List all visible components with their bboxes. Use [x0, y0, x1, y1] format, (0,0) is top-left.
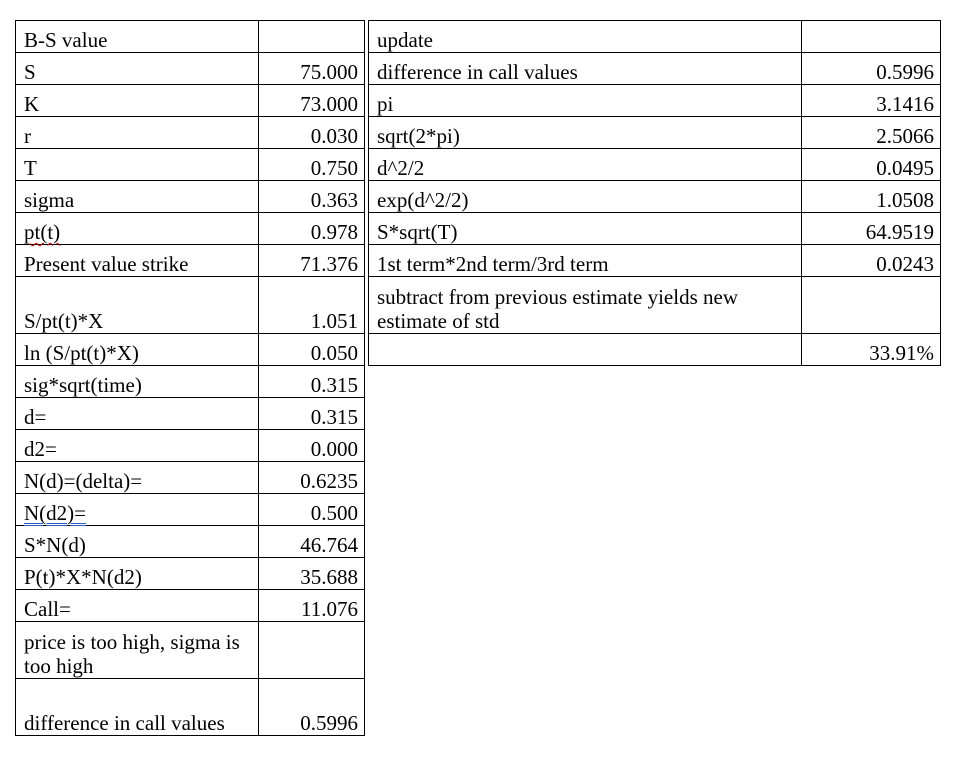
- row-label: price is too high, sigma is too high: [16, 622, 259, 679]
- bs-value-table: [15, 20, 365, 736]
- row-value: [259, 21, 365, 53]
- row-value: [802, 277, 941, 334]
- table-row: [16, 558, 365, 590]
- row-value: 46.764: [259, 526, 365, 558]
- update-table: [368, 20, 941, 366]
- table-row: [16, 679, 365, 736]
- table-row: [16, 430, 365, 462]
- row-label: T: [16, 149, 259, 181]
- row-value: 0.315: [259, 366, 365, 398]
- row-value: 0.750: [259, 149, 365, 181]
- table-row: [369, 21, 941, 53]
- row-label: [369, 334, 802, 366]
- table-row: [16, 53, 365, 85]
- table-row: [16, 117, 365, 149]
- table-row: [369, 213, 941, 245]
- row-label: P(t)*X*N(d2): [16, 558, 259, 590]
- table-row: [369, 53, 941, 85]
- row-label: d=: [16, 398, 259, 430]
- row-value: 0.5996: [802, 53, 941, 85]
- row-value: 0.5996: [259, 679, 365, 736]
- row-value: 11.076: [259, 590, 365, 622]
- row-value: 2.5066: [802, 117, 941, 149]
- row-value: 0.050: [259, 334, 365, 366]
- row-value: 71.376: [259, 245, 365, 277]
- row-value: 33.91%: [802, 334, 941, 366]
- row-label: exp(d^2/2): [369, 181, 802, 213]
- row-value: 0.315: [259, 398, 365, 430]
- table-row: [369, 149, 941, 181]
- table-row: [16, 462, 365, 494]
- row-value: 0.0243: [802, 245, 941, 277]
- row-label: ln (S/pt(t)*X): [16, 334, 259, 366]
- table-row: [369, 117, 941, 149]
- table-row: [16, 494, 365, 526]
- row-label: 1st term*2nd term/3rd term: [369, 245, 802, 277]
- row-label: Call=: [16, 590, 259, 622]
- row-value: 35.688: [259, 558, 365, 590]
- table-row: [16, 213, 365, 245]
- row-label: d^2/2: [369, 149, 802, 181]
- table-row: [16, 21, 365, 53]
- row-label: S*sqrt(T): [369, 213, 802, 245]
- row-value: 0.6235: [259, 462, 365, 494]
- table-row: [16, 85, 365, 117]
- table-row: [369, 181, 941, 213]
- row-value: 75.000: [259, 53, 365, 85]
- row-label: S/pt(t)*X: [16, 277, 259, 334]
- row-value: [259, 622, 365, 679]
- row-value: 0.500: [259, 494, 365, 526]
- row-label: sigma: [16, 181, 259, 213]
- table-row: [369, 245, 941, 277]
- table-row: [369, 334, 941, 366]
- row-label: subtract from previous estimate yields new estimate of std: [369, 277, 802, 334]
- row-label: r: [16, 117, 259, 149]
- table-row: [16, 149, 365, 181]
- row-value: 1.051: [259, 277, 365, 334]
- table-row: [369, 277, 941, 334]
- row-label: d2=: [16, 430, 259, 462]
- row-label: sqrt(2*pi): [369, 117, 802, 149]
- row-label: pi: [369, 85, 802, 117]
- row-label: N(d2)=: [24, 501, 86, 525]
- row-label: difference in call values: [369, 53, 802, 85]
- table-row: [16, 181, 365, 213]
- row-label: pt(t): [24, 220, 61, 244]
- row-value: 64.9519: [802, 213, 941, 245]
- table-row: [16, 590, 365, 622]
- row-value: 73.000: [259, 85, 365, 117]
- row-value: 0.000: [259, 430, 365, 462]
- table-row: [16, 398, 365, 430]
- table-row: [16, 245, 365, 277]
- table-row: [16, 526, 365, 558]
- row-value: 0.030: [259, 117, 365, 149]
- row-value: 0.363: [259, 181, 365, 213]
- row-label: difference in call values: [16, 679, 259, 736]
- table-row: [16, 277, 365, 334]
- row-label: update: [369, 21, 802, 53]
- row-label: S: [16, 53, 259, 85]
- row-value: [802, 21, 941, 53]
- row-label: sig*sqrt(time): [16, 366, 259, 398]
- table-row: [16, 366, 365, 398]
- row-value: 3.1416: [802, 85, 941, 117]
- row-label: Present value strike: [16, 245, 259, 277]
- table-row: [16, 622, 365, 679]
- table-row: [16, 334, 365, 366]
- row-value: 0.978: [259, 213, 365, 245]
- row-label: N(d)=(delta)=: [16, 462, 259, 494]
- row-label: K: [16, 85, 259, 117]
- row-value: 1.0508: [802, 181, 941, 213]
- row-label: S*N(d): [16, 526, 259, 558]
- table-row: [369, 85, 941, 117]
- row-value: 0.0495: [802, 149, 941, 181]
- row-label: B-S value: [16, 21, 259, 53]
